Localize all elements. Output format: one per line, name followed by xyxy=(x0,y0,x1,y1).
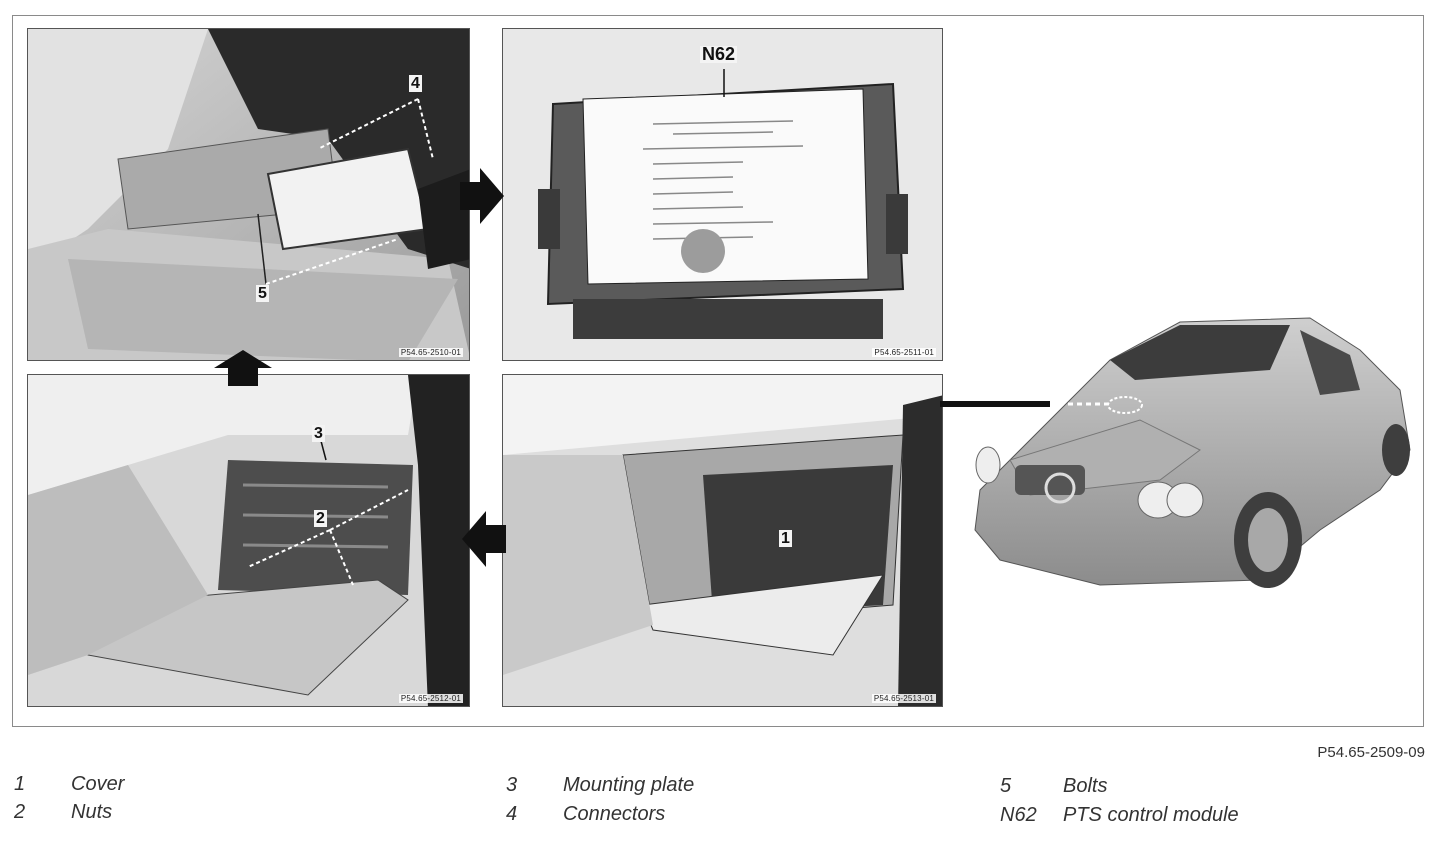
vehicle-illustration xyxy=(940,300,1420,600)
callout-2: 2 xyxy=(316,510,325,527)
arrow-left-icon xyxy=(462,511,506,567)
photo-reference-id: P54.65-2510-01 xyxy=(400,348,461,357)
callout-3: 3 xyxy=(314,425,323,442)
photo-reference-id: P54.65-2512-01 xyxy=(400,694,461,703)
legend-key: 5 xyxy=(1000,775,1012,797)
legend-key: N62 xyxy=(1000,804,1037,826)
legend-label: Cover xyxy=(71,773,125,795)
figure-reference-id: P54.65-2509-09 xyxy=(1317,744,1425,761)
callout-4: 4 xyxy=(411,75,420,92)
legend-label: Mounting plate xyxy=(563,774,695,796)
photo-connectors-bolts-image xyxy=(28,29,470,361)
legend-key: 4 xyxy=(506,803,518,825)
legend-label: PTS control module xyxy=(1063,804,1239,826)
callout-N62: N62 xyxy=(702,44,736,64)
callout-1: 1 xyxy=(781,530,790,547)
legend-label: Nuts xyxy=(71,801,113,823)
legend-key: 1 xyxy=(14,773,26,795)
photo-mounting-plate-image xyxy=(28,375,470,707)
photo-cover-image xyxy=(503,375,943,707)
photo-panel-cover xyxy=(502,374,943,707)
photo-reference-id: P54.65-2513-01 xyxy=(873,694,934,703)
photo-reference-id: P54.65-2511-01 xyxy=(874,348,934,357)
legend-label: Bolts xyxy=(1063,775,1108,797)
legend-key: 2 xyxy=(14,801,26,823)
photo-panel-module xyxy=(502,28,943,361)
legend-label: Connectors xyxy=(563,803,666,825)
arrow-up-icon xyxy=(214,350,272,386)
legend-key: 3 xyxy=(506,774,518,796)
arrow-right-icon xyxy=(460,168,504,224)
callout-5: 5 xyxy=(258,285,267,302)
photo-panel-mounting-plate xyxy=(27,374,470,707)
photo-panel-connectors-bolts xyxy=(27,28,470,361)
photo-module-image xyxy=(503,29,943,361)
